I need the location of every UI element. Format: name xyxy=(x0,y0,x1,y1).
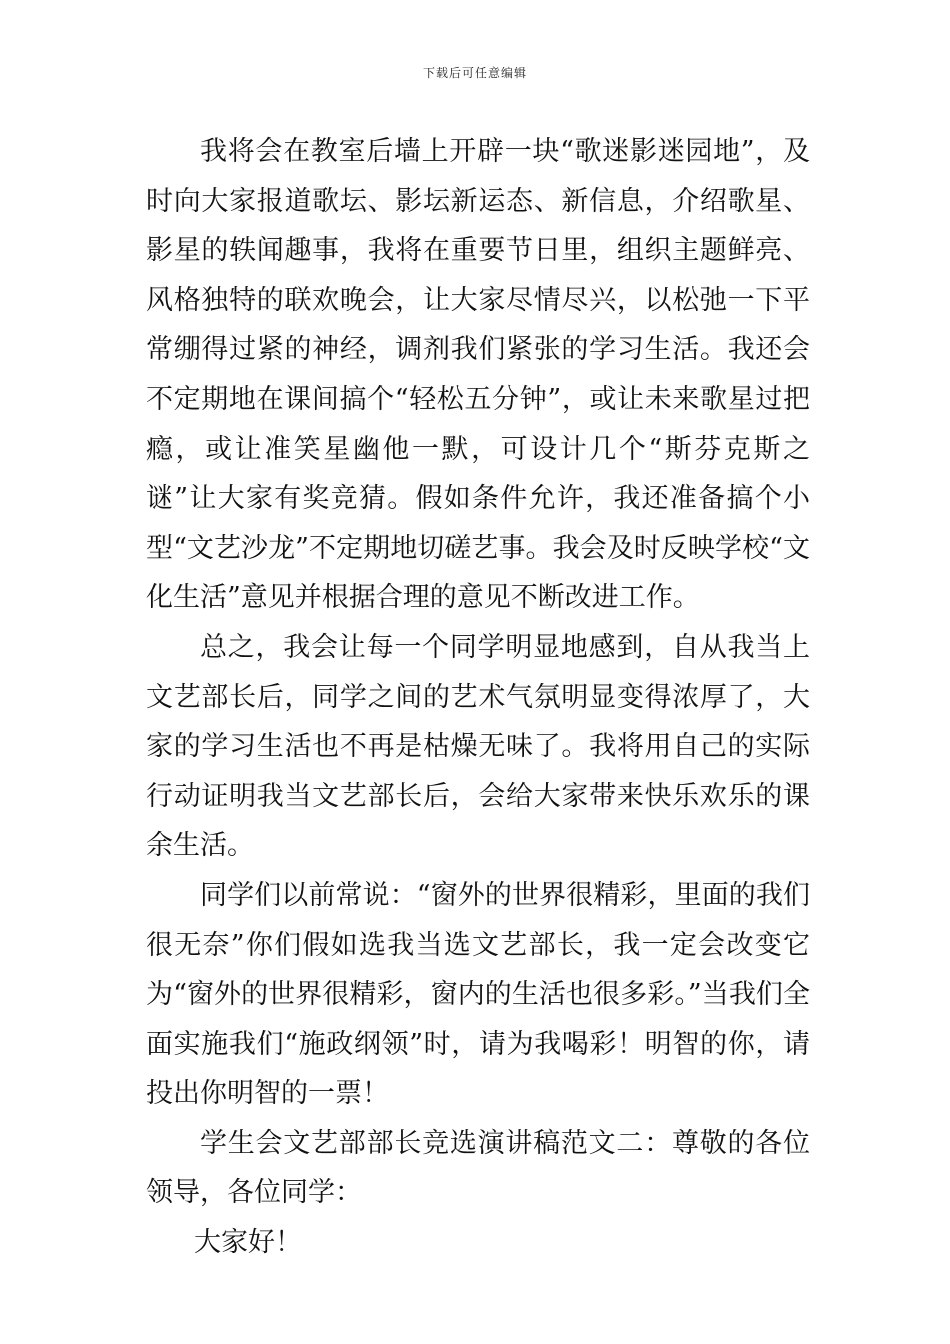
paragraph-appeal: 同学们以前常说：“窗外的世界很精彩，里面的我们很无奈”你们假如选我当选文艺部长，我一定会改变它为“窗外的世界很精彩，窗内的生活也很多彩。”当我们全面实施我们“施政纲领”时，请为我喝彩！明智的你，请投出你明智的一票！ xyxy=(146,879,810,1110)
paragraph-greeting: 大家好！ xyxy=(194,1227,302,1259)
paragraph-second-speech-title: 学生会文艺部部长竞选演讲稿范文二：尊敬的各位领导，各位同学： xyxy=(146,1127,810,1209)
document-body xyxy=(146,127,810,1268)
paragraph-summary: 总之，我会让每一个同学明显地感到，自从我当上文艺部长后，同学之间的艺术气氛明显变得浓厚了，大家的学习生活也不再是枯燥无味了。我将用自己的实际行动证明我当文艺部长后，会给大家带来快乐欢乐的课余生活。 xyxy=(146,631,810,862)
paragraph-activities: 我将会在教室后墙上开辟一块“歌迷影迷园地”，及时向大家报道歌坛、影坛新运态、新信息，介绍歌星、影星的轶闻趣事，我将在重要节日里，组织主题鲜亮、风格独特的联欢晚会，让大家尽情尽兴，以松弛一下平常绷得过紧的神经，调剂我们紧张的学习生活。我还会不定期地在课间搞个“轻松五分钟”，或让未来歌星过把瘾，或让准笑星幽他一默，可设计几个“斯芬克斯之谜”让大家有奖竞猜。假如条件允许，我还准备搞个小型“文艺沙龙”不定期地切磋艺事。我会及时反映学校“文化生活”意见并根据合理的意见不断改进工作。 xyxy=(146,136,810,614)
page-header: 下载后可任意编辑 xyxy=(422,66,527,80)
